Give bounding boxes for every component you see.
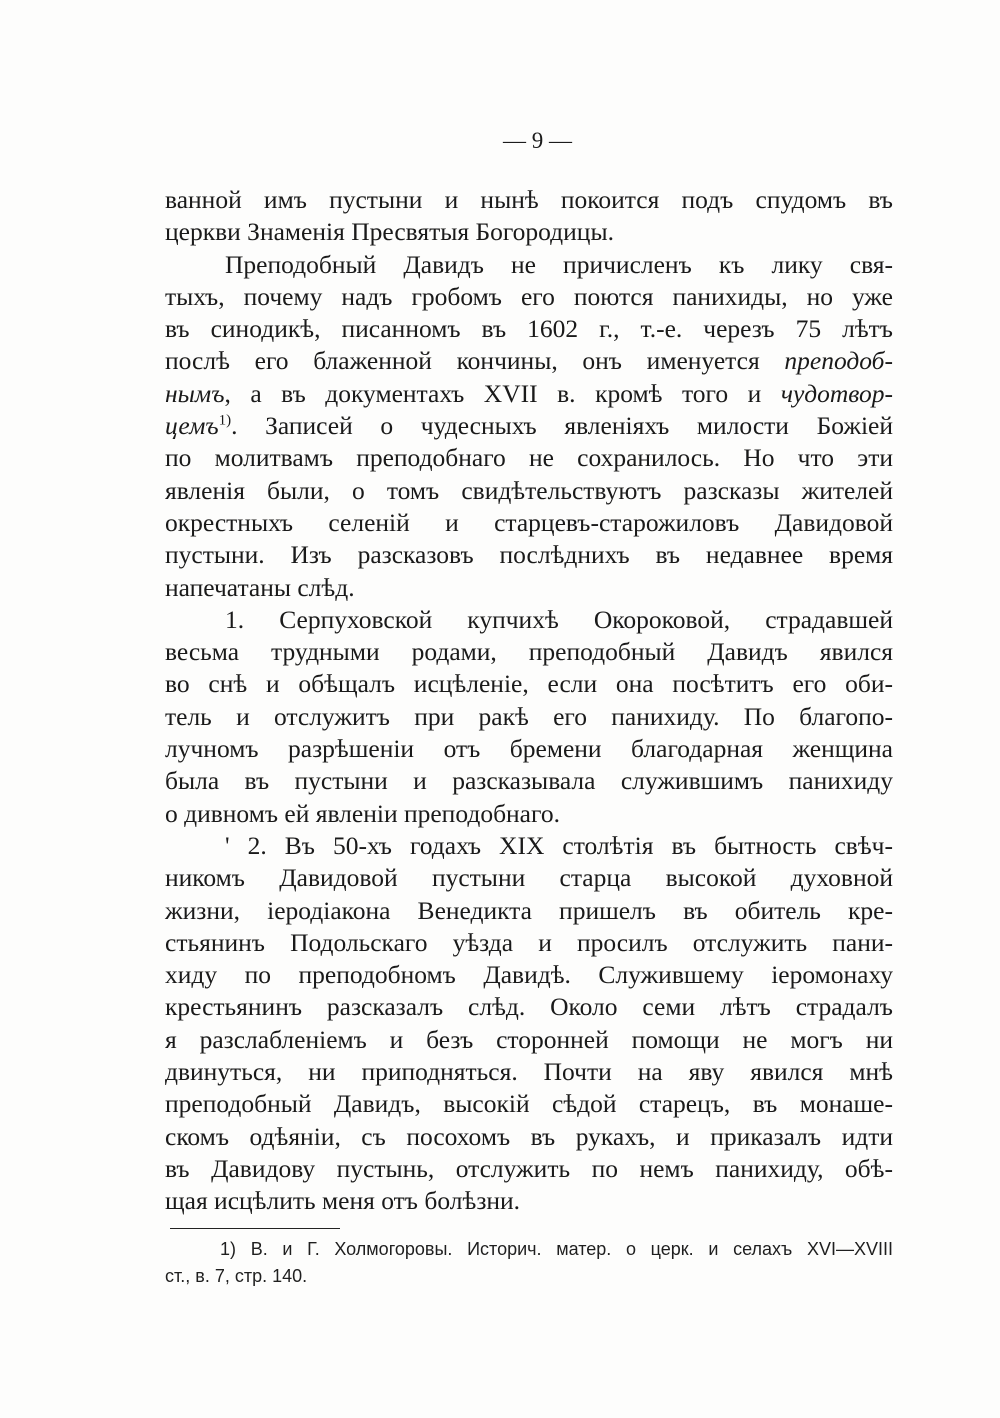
text-line: въ Давидову пустынь, отслужить по немъ панихиду, обѣ- xyxy=(165,1153,893,1183)
text-fragment: . Записей о чудесныхъ явленіяхъ милости Божіей xyxy=(231,411,893,441)
footnote xyxy=(165,1236,893,1290)
text-fragment: , а въ документахъ XVII в. кромѣ того и xyxy=(224,378,762,408)
text-line: 1. Серпуховской купчихѣ Окороковой, страдавшей xyxy=(225,604,893,634)
text-line: я разслабленіемъ и безъ сторонней помощи не могъ ни xyxy=(165,1024,893,1054)
italic-term: преподоб- xyxy=(784,346,893,376)
text-line: лучномъ разрѣшеніи отъ бремени благодарная женщина xyxy=(165,734,893,764)
footnote-marker: 1) xyxy=(218,412,232,429)
text-line: ' 2. Въ 50-хъ годахъ XIX столѣтія въ бытность свѣч- xyxy=(225,830,893,860)
text-line xyxy=(165,345,893,377)
text-line: во снѣ и обѣщалъ исцѣленіе, если она посѣтитъ его оби- xyxy=(165,669,893,699)
footnote-divider xyxy=(170,1228,340,1229)
text-line: Преподобный Давидъ не причисленъ къ лику свя- xyxy=(225,249,893,279)
italic-term: цемъ xyxy=(165,411,219,441)
text-line: жизни, іеродіакона Венедикта пришелъ въ обитель кре- xyxy=(165,895,893,925)
body-text xyxy=(165,184,893,1218)
text-fragment: послѣ его блаженной кончины, онъ именуется xyxy=(165,346,760,376)
page-number: — 9 — xyxy=(503,128,572,153)
text-line: скомъ одѣяніи, съ посохомъ въ рукахъ, и приказалъ идти xyxy=(165,1121,893,1151)
text-line: стьянинъ Подольскаго уѣзда и просилъ отслужить пани- xyxy=(165,927,893,957)
italic-term: чудотвор- xyxy=(780,378,894,408)
italic-term: нымъ xyxy=(165,378,225,408)
text-line xyxy=(165,378,893,410)
text-line: щая исцѣлить меня отъ болѣзни. xyxy=(165,1186,521,1216)
text-line xyxy=(165,410,893,442)
text-line: напечатаны слѣд. xyxy=(165,572,355,602)
text-line: по молитвамъ преподобнаго не сохранилось. Но что эти xyxy=(165,443,893,473)
text-line: ванной имъ пустыни и нынѣ покоится подъ спудомъ въ xyxy=(165,185,893,214)
text-line: никомъ Давидовой пустыни старца высокой духовной xyxy=(165,863,893,893)
text-line: тыхъ, почему надъ гробомъ его поются панихиды, но уже xyxy=(165,281,893,311)
text-line: двинуться, ни приподняться. Почти на яву явился мнѣ xyxy=(165,1057,893,1087)
text-line: была въ пустыни и разсказывала служившимъ панихиду xyxy=(165,766,893,796)
text-line: церкви Знаменія Пресвятыя Богородицы. xyxy=(165,217,614,247)
footnote-line: 1) В. и Г. Холмогоровы. Историч. матер. о церк. и селахъ XVI—XVIII xyxy=(220,1239,893,1259)
text-line: явленія были, о томъ свидѣтельствуютъ разсказы жителей xyxy=(165,475,893,505)
text-line: тель и отслужитъ при ракѣ его панихиду. По благопо- xyxy=(165,701,893,731)
footnote-line: ст., в. 7, стр. 140. xyxy=(165,1266,308,1286)
text-line: въ синодикѣ, писанномъ въ 1602 г., т.-е. черезъ 75 лѣтъ xyxy=(165,314,893,344)
text-line: преподобный Давидъ, высокій сѣдой старецъ, въ монаше- xyxy=(165,1089,893,1119)
text-line: окрестныхъ селеній и старцевъ-старожиловъ Давидовой xyxy=(165,507,893,537)
text-line: пустыни. Изъ разсказовъ послѣднихъ въ недавнее время xyxy=(165,540,893,570)
text-line: крестьянинъ разсказалъ слѣд. Около семи лѣтъ страдалъ xyxy=(165,992,893,1022)
text-line: весьма трудными родами, преподобный Давидъ явился xyxy=(165,637,893,667)
text-line: о дивномъ ей явленіи преподобнаго. xyxy=(165,798,560,828)
text-line: хиду по преподобномъ Давидѣ. Служившему іеромонаху xyxy=(165,960,893,990)
